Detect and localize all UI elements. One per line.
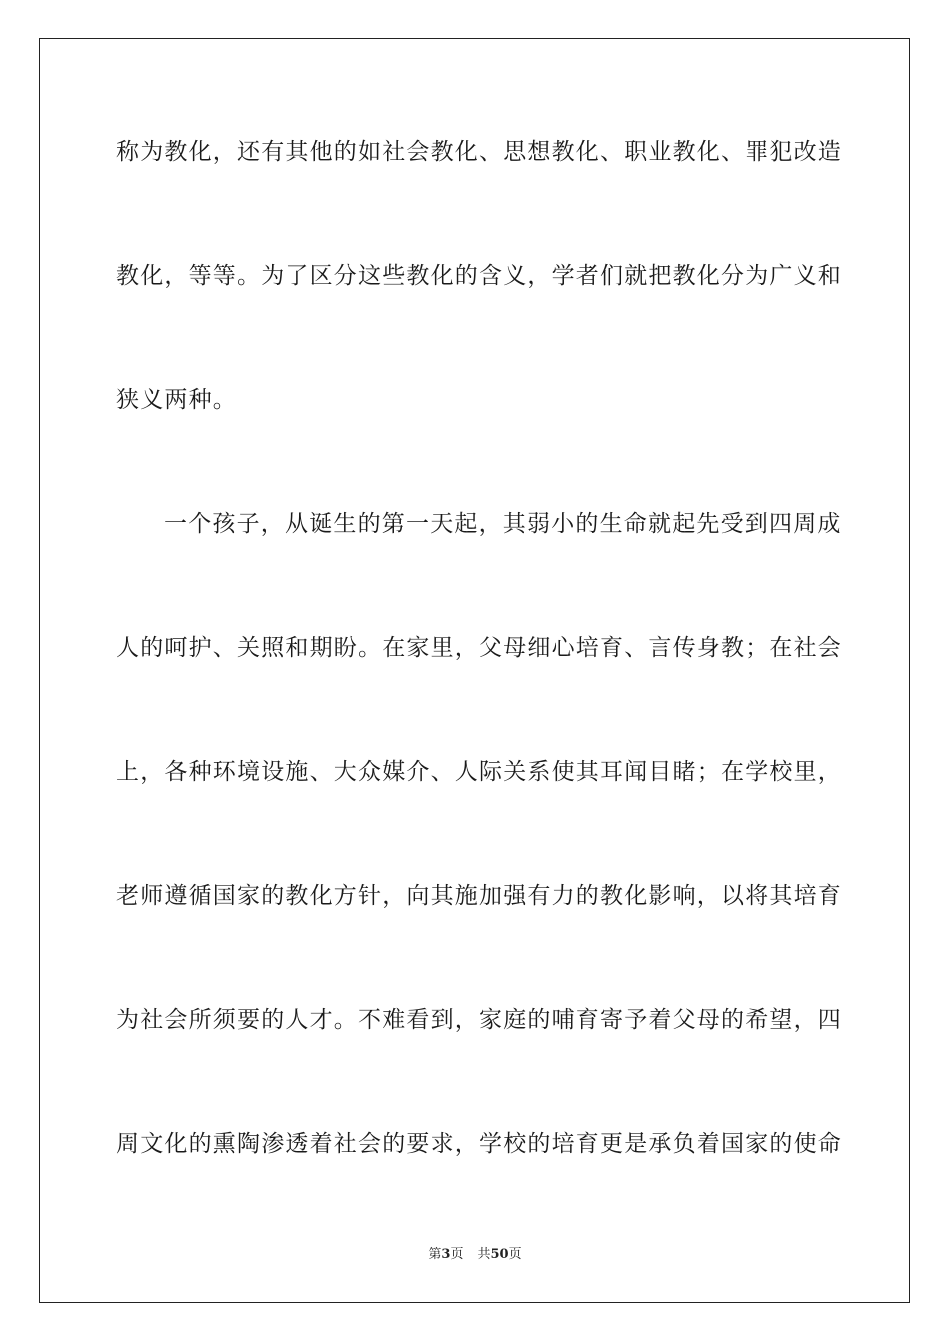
text-line-7: 老师遵循国家的教化方针，向其施加强有力的教化影响，以将其培育	[116, 883, 842, 909]
page-prefix: 第	[428, 1247, 442, 1262]
text-line-1: 称为教化，还有其他的如社会教化、思想教化、职业教化、罪犯改造	[116, 139, 842, 165]
text-line-6: 上，各种环境设施、大众媒介、人际关系使其耳闻目睹；在学校里，	[116, 759, 842, 785]
page-footer	[0, 1246, 950, 1264]
text-line-3: 狭义两种。	[116, 387, 237, 413]
text-line-2: 教化，等等。为了区分这些教化的含义，学者们就把教化分为广义和	[116, 263, 842, 289]
page-current: 3	[441, 1247, 451, 1262]
total-prefix: 共	[477, 1247, 491, 1262]
total-suffix: 页	[508, 1247, 522, 1262]
text-line-9: 周文化的熏陶渗透着社会的要求，学校的培育更是承负着国家的使命	[116, 1131, 842, 1157]
text-line-5: 人的呵护、关照和期盼。在家里，父母细心培育、言传身教；在社会	[116, 635, 842, 661]
page-suffix: 页	[450, 1247, 464, 1262]
page-total: 50	[490, 1247, 509, 1262]
text-line-8: 为社会所须要的人才。不难看到，家庭的哺育寄予着父母的希望，四	[116, 1007, 842, 1033]
text-line-4: 一个孩子，从诞生的第一天起，其弱小的生命就起先受到四周成	[164, 511, 842, 537]
page-frame	[39, 38, 910, 1303]
